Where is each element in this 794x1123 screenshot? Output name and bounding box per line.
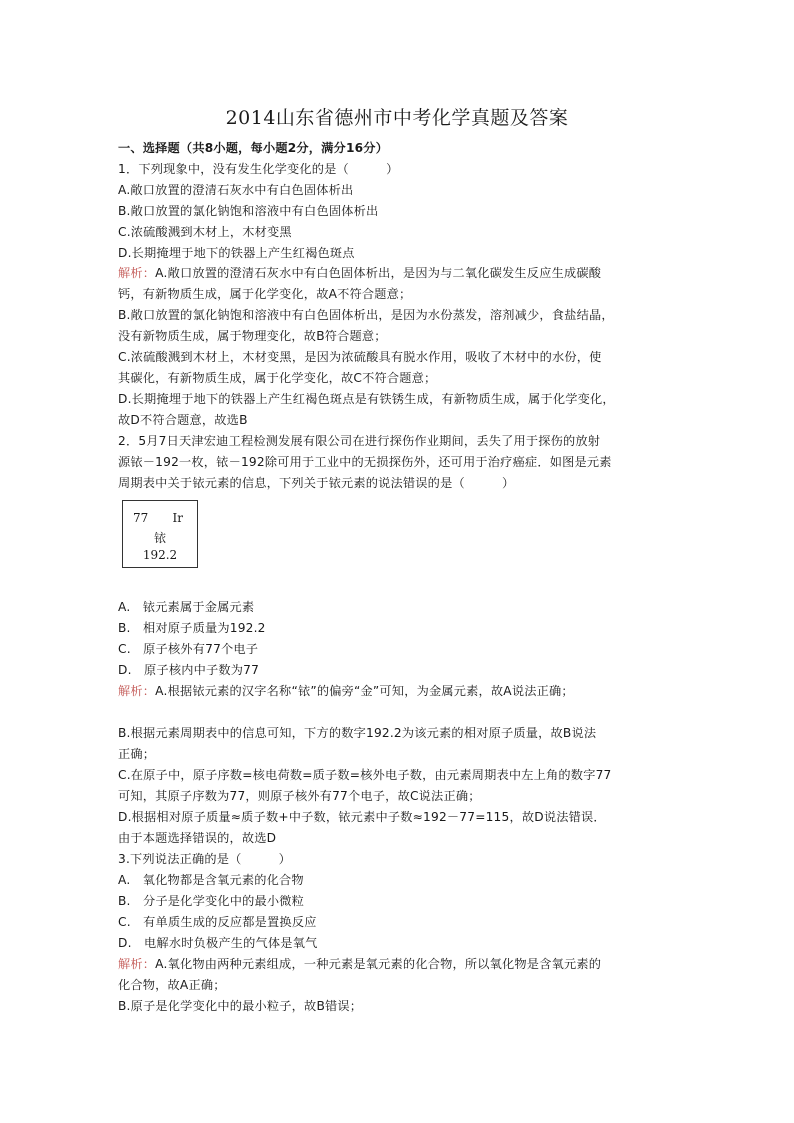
atomic-number: 77 xyxy=(133,511,149,525)
q3-option-d: D. 电解水时负极产生的气体是氧气 xyxy=(118,936,318,950)
q2-option-b: B. 相对原子质量为192.2 xyxy=(118,621,266,635)
section-heading: 一、选择题（共8小题，每小题2分，满分16分） xyxy=(118,141,389,155)
q1-analysis-line: C.浓硫酸溅到木材上，木材变黑，是因为浓硫酸具有脱水作用，吸收了木材中的水份，使 xyxy=(118,350,602,364)
q3-analysis-line: B.原子是化学变化中的最小粒子，故B错误； xyxy=(118,999,363,1013)
element-name: 铱 xyxy=(153,531,166,545)
q1-option-b: B.敞口放置的氯化钠饱和溶液中有白色固体析出 xyxy=(118,204,379,218)
q2-option-d: D. 原子核内中子数为77 xyxy=(118,663,260,677)
page-title: 2014山东省德州市中考化学真题及答案 xyxy=(225,107,569,129)
q1-analysis-line: D.长期掩埋于地下的铁器上产生红褐色斑点是有铁锈生成，有新物质生成，属于化学变化， xyxy=(118,392,615,406)
q3-option-a: A. 氧化物都是含氧元素的化合物 xyxy=(118,873,304,887)
q1-stem: 1．下列现象中，没有发生化学变化的是（ ） xyxy=(118,162,399,176)
q2-analysis-line: C.在原子中，原子序数=核电荷数=质子数=核外电子数，由元素周期表中左上角的数字77 xyxy=(118,768,612,782)
element-symbol: Ir xyxy=(172,511,183,525)
q2-analysis-line: B.根据元素周期表中的信息可知，下方的数字192.2为该元素的相对原子质量，故B说法 xyxy=(118,726,597,740)
q2-option-c: C. 原子核外有77个电子 xyxy=(118,642,259,656)
q1-analysis-line: 钙，有新物质生成，属于化学变化，故A不符合题意； xyxy=(118,287,412,301)
q3-analysis-line: 化合物，故A正确； xyxy=(118,978,226,992)
analysis-label: 解析： xyxy=(118,957,156,971)
q1-analysis: 解析：A.敞口放置的澄清石灰水中有白色固体析出，是因为与二氧化碳发生反应生成碳酸 xyxy=(118,266,602,280)
q2-analysis-line: 可知，其原子序数为77，则原子核外有77个电子，故C说法正确； xyxy=(118,789,481,803)
q2-analysis: 解析：A.根据铱元素的汉字名称“铱”的偏旁“金”可知，为金属元素，故A说法正确； xyxy=(118,684,574,698)
q2-stem: 周期表中关于铱元素的信息，下列关于铱元素的说法错误的是（ ） xyxy=(118,476,515,490)
q1-analysis-line: 其碳化，有新物质生成，属于化学变化，故C不符合题意； xyxy=(118,371,437,385)
q1-option-c: C.浓硫酸溅到木材上，木材变黑 xyxy=(118,225,292,239)
q1-analysis-line: 故D不符合题意，故选B xyxy=(118,413,248,427)
analysis-label: 解析： xyxy=(118,266,156,280)
q1-option-d: D.长期掩埋于地下的铁器上产生红褐色斑点 xyxy=(118,246,355,260)
q1-analysis-line: B.敞口放置的氯化钠饱和溶液中有白色固体析出，是因为水份蒸发，溶剂减少，食盐结晶， xyxy=(118,308,614,322)
periodic-element-card xyxy=(122,500,198,568)
q2-stem: 源铱－192一枚，铱－192除可用于工业中的无损探伤外，还可用于治疗癌症．如图是元素 xyxy=(118,455,612,469)
q2-option-a: A. 铱元素属于金属元素 xyxy=(118,600,255,614)
q2-analysis-line: 由于本题选择错误的，故选D xyxy=(118,831,277,845)
q1-analysis-line: 没有新物质生成，属于物理变化，故B符合题意； xyxy=(118,329,387,343)
q1-option-a: A.敞口放置的澄清石灰水中有白色固体析出 xyxy=(118,183,354,197)
analysis-label: 解析： xyxy=(118,684,156,698)
q3-option-c: C. 有单质生成的反应都是置换反应 xyxy=(118,915,317,929)
q3-option-b: B. 分子是化学变化中的最小微粒 xyxy=(118,894,305,908)
q3-analysis: 解析：A.氧化物由两种元素组成，一种元素是氧元素的化合物，所以氧化物是含氧元素的 xyxy=(118,957,602,971)
q2-analysis-line: 正确； xyxy=(118,747,156,761)
atomic-mass: 192.2 xyxy=(142,548,178,562)
q3-stem: 3.下列说法正确的是（ ） xyxy=(118,852,292,866)
q2-analysis-line: D.根据相对原子质量≈质子数+中子数，铱元素中子数≈192－77=115，故D说法错误． xyxy=(118,810,606,824)
q2-stem: 2．5月7日天津宏迪工程检测发展有限公司在进行探伤作业期间，丢失了用于探伤的放射 xyxy=(118,434,601,448)
